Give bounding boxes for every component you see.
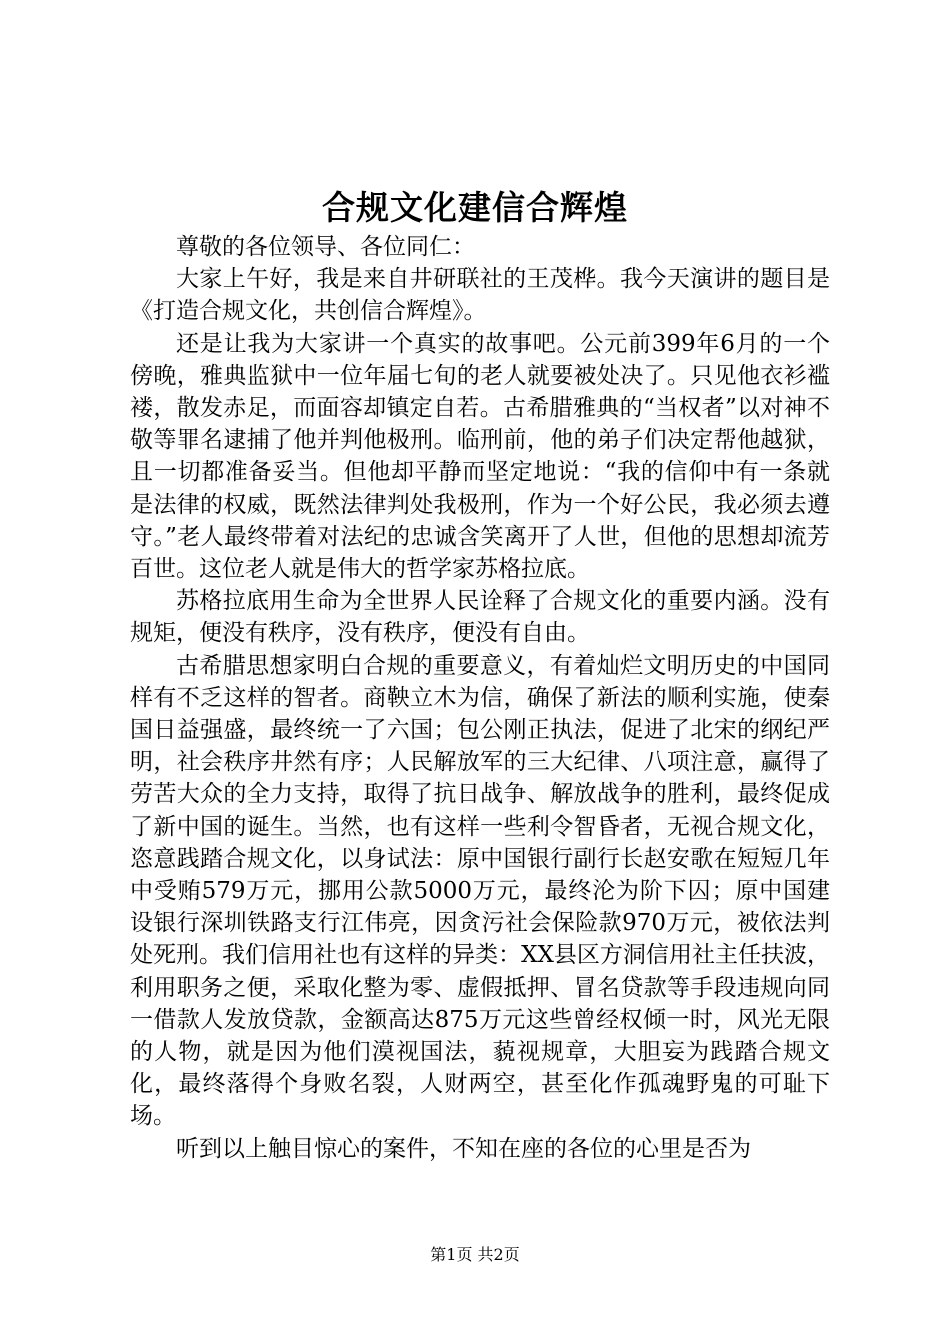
document-title: 合规文化建信合辉煌 <box>322 188 628 227</box>
paragraph-compliance-meaning: 苏格拉底用生命为全世界人民诠释了合规文化的重要内涵。没有规矩，便没有秩序，没有秩序，便没有自由。 <box>130 588 830 647</box>
paragraph-salutation: 尊敬的各位领导、各位同仁： <box>176 234 475 260</box>
paragraph-greeting: 大家上午好，我是来自井研联社的王茂桦。我今天演讲的题目是《打造合规文化，共创信合辉煌》。 <box>130 266 830 325</box>
page-number-footer: 第1页 共2页 <box>430 1245 520 1264</box>
document-body <box>130 231 830 1165</box>
paragraph-chinese-examples: 古希腊思想家明白合规的重要意义，有着灿烂文明历史的中国同样有不乏这样的智者。商鞅立木为信，确保了新法的顺利实施，使秦国日益强盛，最终统一了六国；包公刚正执法，促进了北宋的纲纪严明，社会秩序井然有序；人民解放军的三大纪律、八项注意，赢得了劳苦大众的全力支持，取得了抗日战争、解放战争的胜利，最终促成了新中国的诞生。当然，也有这样一些利令智昏者，无视合规文化，恣意践踏合规文化，以身试法：原中国银行副行长赵安歌在短短几年中受贿579万元，挪用公款5000万元，最终沦为阶下囚；原中国建设银行深圳铁路支行江伟亮，因贪污社会保险款970万元，被依法判处死刑。我们信用社也有这样的异类：XX县区方洞信用社主任扶波，利用职务之便，采取化整为零、虚假抵押、冒名贷款等手段违规向同一借款人发放贷款，金额高达875万元这些曾经权倾一时，风光无限的人物，就是因为他们漠视国法，藐视规章，大胆妄为践踏合规文化，最终落得个身败名裂，人财两空，甚至化作孤魂野鬼的可耻下场。 <box>130 652 830 1130</box>
paragraph-socrates-story: 还是让我为大家讲一个真实的故事吧。公元前399年6月的一个傍晚，雅典监狱中一位年届七旬的老人就要被处决了。只见他衣衫褴褛，散发赤足，而面容却镇定自若。古希腊雅典的“当权者”以对神不敬等罪名逮捕了他并判他极刑。临刑前，他的弟子们决定帮他越狱，且一切都准备妥当。但他却平静而坚定地说：“我的信仰中有一条就是法律的权威，既然法律判处我极刑，作为一个好公民，我必须去遵守。”老人最终带着对法纪的忠诚含笑离开了人世，但他的思想却流芳百世。这位老人就是伟大的哲学家苏格拉底。 <box>130 330 830 583</box>
paragraph-closing-fragment: 听到以上触目惊心的案件，不知在座的各位的心里是否为 <box>176 1135 751 1162</box>
